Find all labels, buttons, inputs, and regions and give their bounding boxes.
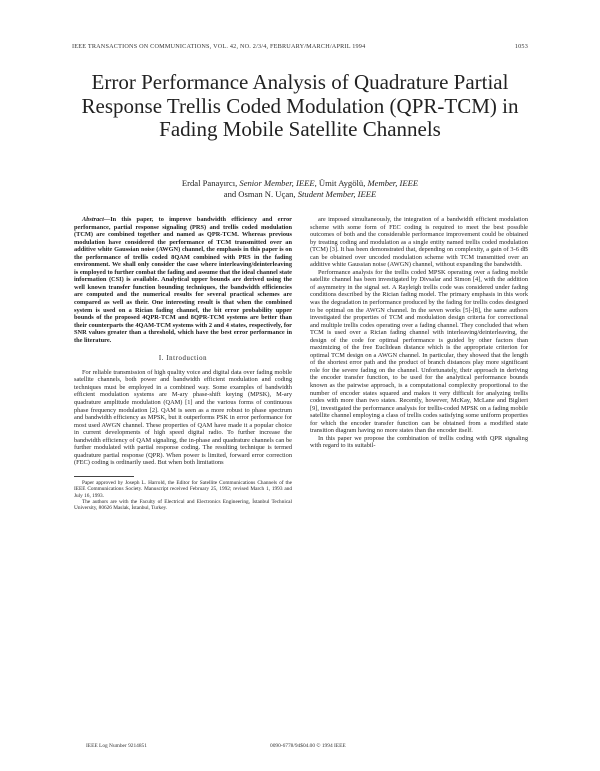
paper-title: Error Performance Analysis of Quadrature Partial Response Trellis Coded Modulation (QPR-TCM) in Fading Mobile Satellite Channels — [81, 70, 519, 141]
author-names-2: and Osman N. Uçan, — [223, 189, 298, 199]
page-number: 1053 — [514, 43, 528, 50]
author-separator: , Ümit Aygölü, — [314, 178, 368, 188]
abstract-label: Abstract— — [82, 216, 111, 223]
footnote-affiliation: The authors are with the Faculty of Electrical and Electronics Engineering, İstanbul Technical University, 80626 Maslak, İstanbul, Turkey. — [74, 498, 292, 512]
body-paragraph-2: Performance analysis for the trellis coded MPSK operating over a fading mobile satellite channel has been investigated by Divsalar and Simon [4], with the addition of asymmetry in the signal set. A Rayleigh trellis code was considered under fading conditions described by the Rician fading model. The primary emphasis in this work was the degradation in performance produced by the fading for trellis codes designed to be optimal on the AWGN channel. In the seven works [5]-[8], the same authors investigated the properties of TCM and modulation design criteria for correctional and multiple trellis codes operating over a fading channel. They concluded that when TCM is used over a Rician fading channel with interleaving/deinterleaving, the design of the code for optimal performance is guided by other factors than maximizing of the free Euclidean distance which is the appropriate criterion for optimal TCM design on a AWGN channel. In particular, they showed that the length of the shortest error path and the product of branch distances play more significant role for the severe fading on the channel. Unfortunately, their approach in deriving the encoder transfer function, to be used for the analytical performance bounds known as the pairwise approach, is a computational complexity proportional to the number of encoder states squared and makes it very difficult for analyzing trellis codes with more than two states. Recently, however, McKay, McLane and Biglieri [9], investigated the performance analysis for trellis-coded MPSK on a fading mobile satellite channel employing a class of trellis codes satisfying some uniform properties for which the encoder transfer function can be obtained from a modified state transition diagram having no more states than the encoder itself. — [310, 268, 528, 435]
right-column — [310, 216, 528, 450]
body-paragraph-3: In this paper we propose the combination of trellis coding with QPR signaling with regard to its suitabil- — [310, 434, 528, 450]
author-list — [70, 178, 530, 200]
left-column — [74, 216, 292, 511]
section-heading-introduction: I. Introduction — [158, 355, 208, 363]
author-line-1 — [70, 178, 530, 189]
abstract-text: In this paper, to improve bandwidth efficiency and error performance, partial response signaling (PRS) and trellis coded modulation (TCM) are combined together and named as QPR-TCM. Whereas previous modulation have considered the performance of TCM transmitted over an additive white Gaussian noise (AWGN) channel, the emphasis in this paper is on the performance of trellis coded 8QAM combined with PRS in the fading environment. We shall only consider the case where interleaving/deinterleaving is employed to further combat the fading and assume that the ideal channel state information (CSI) is available. Analytical upper bounds are derived using the well known transfer function bounding techniques, the bandwidth efficiencies are computed and the numerical results for several practical schemes are compared as well as their. One interesting result is that when the combined system is used on a Rician fading channel, the bit error probability upper bounds of the proposed 4QPR-TCM and 8QPR-TCM systems are better than their counterparts the 4QAM-TCM systems with 2 and 4 states, respectively, for SNR values greater than a threshold, which have the best error performance in the literature. — [74, 216, 292, 344]
ieee-log-number: IEEE Log Number 9214851 — [86, 743, 147, 749]
intro-paragraph: For reliable transmission of high quality voice and digital data over fading mobile satellite channels, both power and bandwidth efficient modulation and coding techniques must be employed in a combined way. Some examples of bandwidth efficient modulation systems are M-ary phase-shift keying (MPSK), M-ary quadrature amplitude modulation (QAM) [1] and the various forms of continuous phase frequency modulation [2]. QAM is seen as a more robust to phase spectrum and bandwidth efficiency as MPSK, but it outperforms PSK in error performance for most used AWGN channel. These properties of QAM have made it a popular choice in current developments of high speed digital radio. To further increase the bandwidth efficiency of QAM signaling, the in-phase and quadrature channels can be further modulated with partial response coding. The resulting technique is termed quadrature partial response (QPR). When power is limited, forward error correction (FEC) coding is ordinarily used. But when both limitations — [74, 368, 292, 467]
footnote-manuscript: Paper approved by Joseph L. Harrold, the Editor for Satellite Communications Channels of the IEEE Communications Society. Manuscript received February 25, 1992; revised March 1, 1993 and July 16, 1993. — [74, 479, 292, 499]
journal-header: IEEE TRANSACTIONS ON COMMUNICATIONS, VOL. 42, NO. 2/3/4, FEBRUARY/MARCH/APRIL 1994 — [72, 43, 366, 50]
issn-copyright: 0090-6778/94$04.00 © 1994 IEEE — [270, 743, 346, 749]
author-line-2 — [70, 189, 530, 200]
author-role-1: Senior Member, IEEE — [239, 178, 315, 188]
footnote-divider — [74, 476, 134, 477]
abstract — [74, 216, 292, 344]
author-role-3: Student Member, IEEE — [297, 189, 377, 199]
body-paragraph-1: are imposed simultaneously, the integration of a bandwidth efficient modulation scheme with some form of FEC coding is required to meet the best possible outcomes of both and the considerable performance improvement could be obtained by treating coding and modulation as a single entity named trellis coded modulation (TCM) [3]. It has been demonstrated that, depending on complexity, a gain of 3-6 dB can be obtained over uncoded modulation scheme with TCM transmitted over an additive white Gaussian noise (AWGN) channel, without expanding the bandwidth. — [310, 216, 528, 269]
author-names-1: Erdal Panayırcı, — [181, 178, 240, 188]
author-role-2: Member, IEEE — [367, 178, 419, 188]
